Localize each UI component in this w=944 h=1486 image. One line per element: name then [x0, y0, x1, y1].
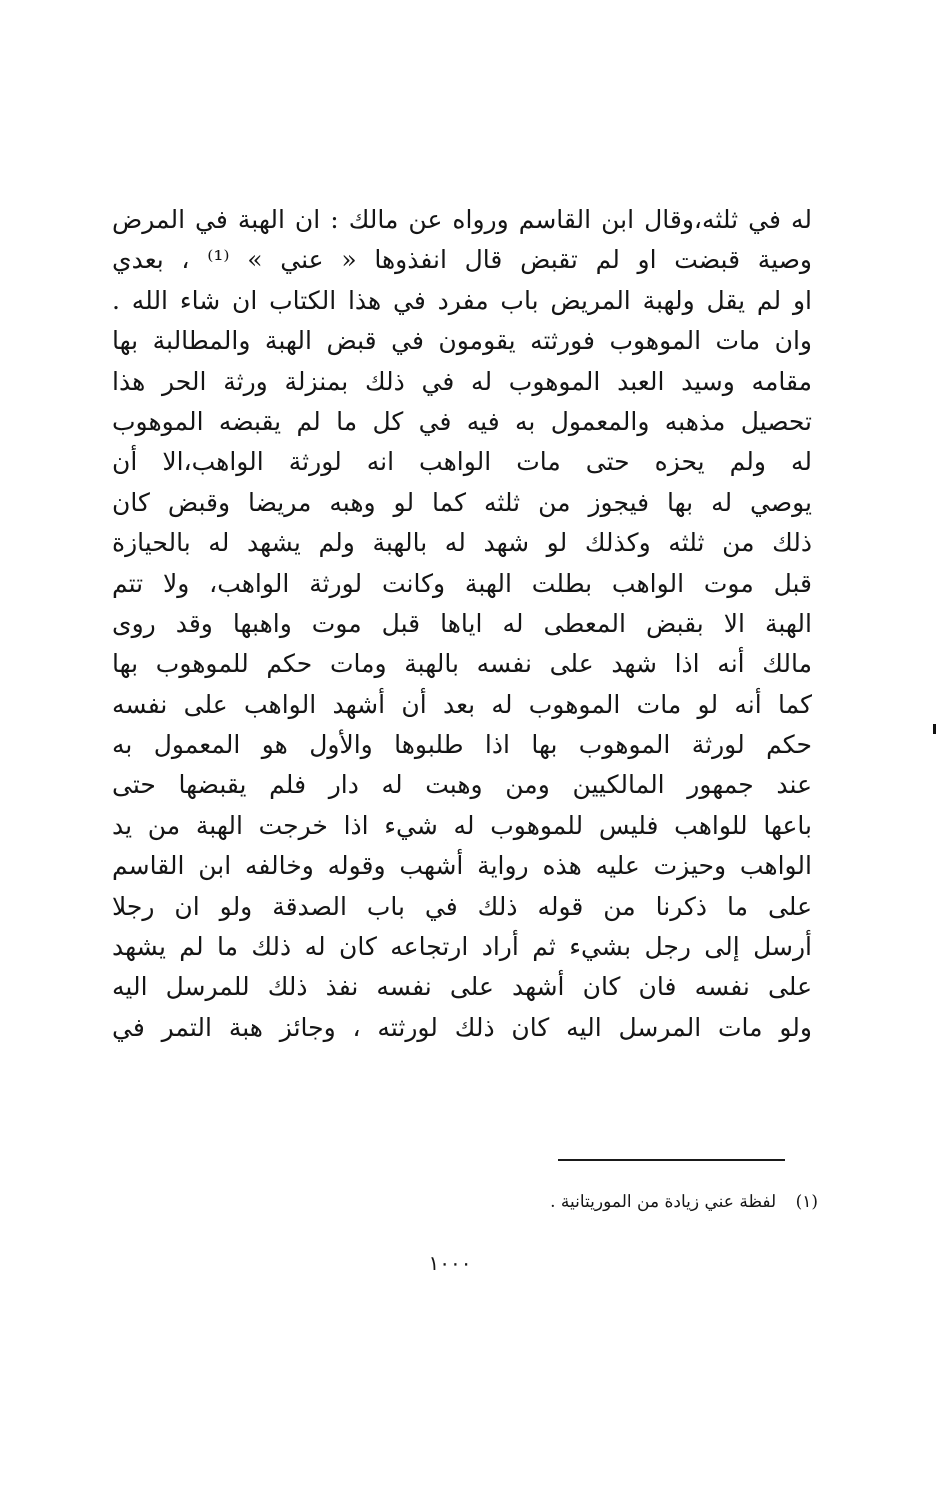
text-line: باعها للواهب فليس للموهوب له شيء اذا خرجت الهبة من يد	[112, 810, 812, 840]
text-line: او لم يقل ولهبة المريض باب مفرد في هذا الكتاب ان شاء الله .	[112, 285, 812, 315]
text-line: ذلك من ثلثه وكذلك لو شهد له بالهبة ولم يشهد له بالحيازة	[112, 528, 812, 558]
text-line: الواهب وحيزت عليه هذه رواية أشهب وقوله وخالفه ابن القاسم	[112, 851, 812, 881]
text-line: له في ثلثه،وقال ابن القاسم ورواه عن مالك : ان الهبة في المرض	[112, 205, 812, 234]
text-line: مقامه وسيد العبد الموهوب له في ذلك بمنزلة ورثة الحر هذا	[112, 366, 812, 396]
text-line: حكم لورثة الموهوب بها اذا طلبوها والأول هو المعمول به	[112, 730, 812, 760]
page-number: ١٠٠٠	[428, 1251, 472, 1275]
footnote-separator	[558, 1159, 785, 1161]
text-line: ولو مات المرسل اليه كان ذلك لورثته ، وجائز هبة التمر في	[112, 1012, 812, 1042]
text-line: الهبة الا بقبض المعطى له اياها قبل موت واهبها وقد روى	[112, 608, 812, 638]
text-line: تحصيل مذهبه والمعمول به فيه في كل ما لم يقبضه الموهوب	[112, 406, 812, 436]
margin-mark	[933, 724, 936, 734]
text-line: وان مات الموهوب فورثته يقومون في قبض الهبة والمطالبة بها	[112, 326, 812, 356]
text-line: على نفسه فان كان أشهد على نفسه نفذ ذلك للمرسل اليه	[112, 972, 812, 1002]
text-line: عند جمهور المالكيين ومن وهبت له دار فلم يقبضها حتى	[112, 770, 812, 800]
text-line: قبل موت الواهب بطلت الهبة وكانت لورثة الواهب، ولا تتم	[112, 568, 812, 598]
main-text-block	[112, 200, 812, 1048]
footnote-text: لفظة عني زيادة من الموريتانية .	[550, 1192, 777, 1212]
text-line: على ما ذكرنا من قوله ذلك في باب الصدقة ولو ان رجلا	[112, 891, 812, 921]
footnote	[550, 1189, 818, 1215]
text-line: مالك أنه اذا شهد على نفسه بالهبة ومات حكم للموهوب بها	[112, 649, 812, 679]
text-line: أرسل إلى رجل بشيء ثم أراد ارتجاعه كان له ذلك ما لم يشهد	[112, 932, 812, 962]
text-line: يوصي له بها فيجوز من ثلثه كما لو وهبه مريضا وقبض كان	[112, 487, 812, 517]
text-line: وصية قبضت او لم تقبض قال انفذوها « عني » ⁽¹⁾ ، بعدي	[112, 245, 812, 275]
footnote-marker: (١)	[795, 1192, 818, 1212]
text-line: كما أنه لو مات الموهوب له بعد أن أشهد الواهب على نفسه	[112, 689, 812, 719]
text-line: له ولم يحزه حتى مات الواهب انه لورثة الواهب،الا أن	[112, 447, 812, 477]
